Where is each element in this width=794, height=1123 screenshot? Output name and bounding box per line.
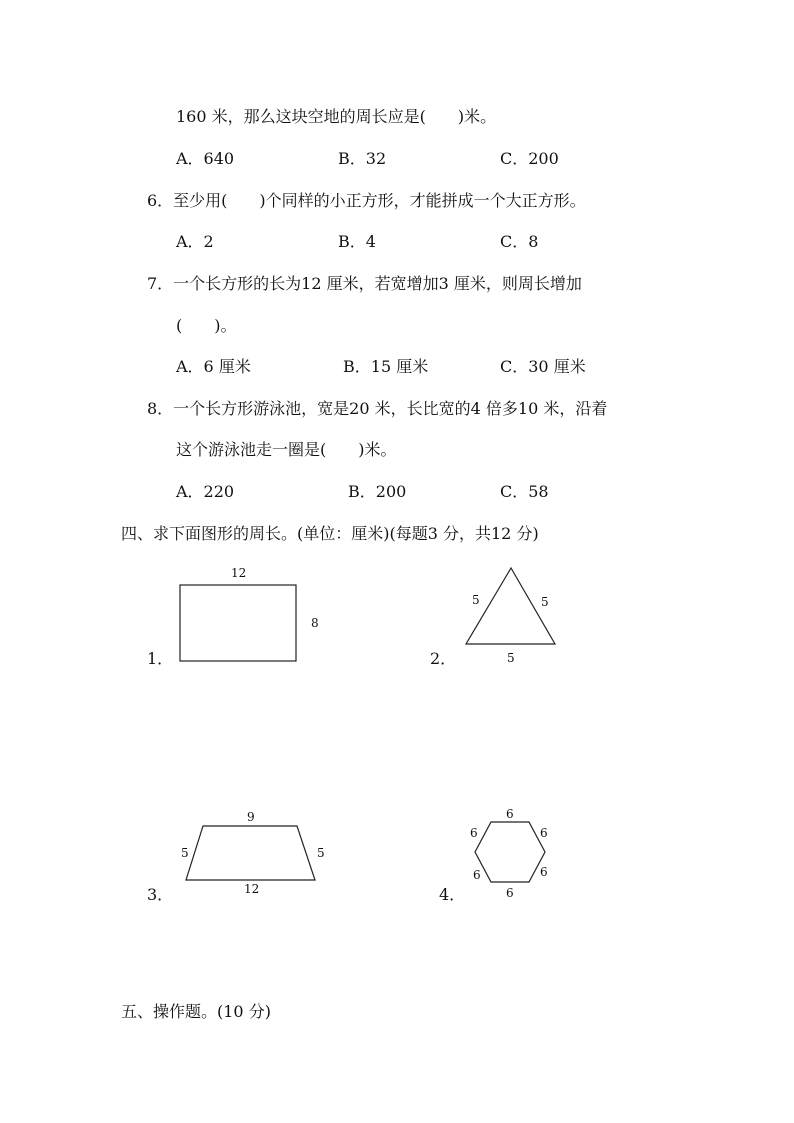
figure2-label-right: 5 [541, 595, 549, 609]
q8-stem-line1: 8．一个长方形游泳池，宽是20 米，长比宽的4 倍多10 米，沿着 [147, 399, 608, 418]
q6-option-b: B．4 [338, 232, 376, 251]
figure4-label-upper-right: 6 [540, 826, 548, 840]
figure3-label-top: 9 [247, 810, 255, 824]
figure1-label-top: 12 [231, 566, 247, 580]
q8-option-b: B．200 [348, 482, 407, 501]
q7-stem-line1: 7．一个长方形的长为12 厘米，若宽增加3 厘米，则周长增加 [147, 274, 582, 293]
figure3-number: 3． [147, 885, 174, 904]
q8-stem-line2: 这个游泳池走一圈是( )米。 [176, 440, 397, 459]
q5-stem-continuation: 160 米，那么这块空地的周长应是( )米。 [176, 107, 497, 126]
q7-option-c: C．30 厘米 [500, 357, 586, 376]
figure4-label-bottom: 6 [506, 886, 514, 900]
figure3-label-left: 5 [181, 846, 189, 860]
q6-option-a: A．2 [176, 232, 214, 251]
figure4-label-top: 6 [506, 807, 514, 821]
q5-option-b: B．32 [338, 149, 387, 168]
q8-option-a: A．220 [176, 482, 235, 501]
q8-option-c: C．58 [500, 482, 549, 501]
figure2-number: 2． [430, 649, 457, 668]
q7-option-a: A．6 厘米 [176, 357, 251, 376]
figure4-label-lower-right: 6 [540, 865, 548, 879]
figure2-label-left: 5 [472, 593, 480, 607]
figure4-label-upper-left: 6 [470, 826, 478, 840]
figure1-number: 1． [147, 649, 174, 668]
figure2-label-bottom: 5 [507, 651, 515, 665]
figure3-label-bottom: 12 [244, 882, 260, 896]
figure3-label-right: 5 [317, 846, 325, 860]
q7-option-b: B．15 厘米 [343, 357, 429, 376]
figure4-number: 4． [439, 885, 466, 904]
section4-heading: 四、求下面图形的周长。(单位：厘米)(每题3 分，共12 分) [121, 524, 539, 543]
section5-heading: 五、操作题。(10 分) [121, 1002, 271, 1021]
figure4-label-lower-left: 6 [473, 868, 481, 882]
q6-option-c: C．8 [500, 232, 539, 251]
q5-option-c: C．200 [500, 149, 559, 168]
q5-option-a: A．640 [176, 149, 235, 168]
q6-stem: 6．至少用( )个同样的小正方形，才能拼成一个大正方形。 [147, 191, 586, 210]
q7-stem-line2: ( )。 [176, 316, 237, 335]
figure1-label-right: 8 [311, 616, 319, 630]
